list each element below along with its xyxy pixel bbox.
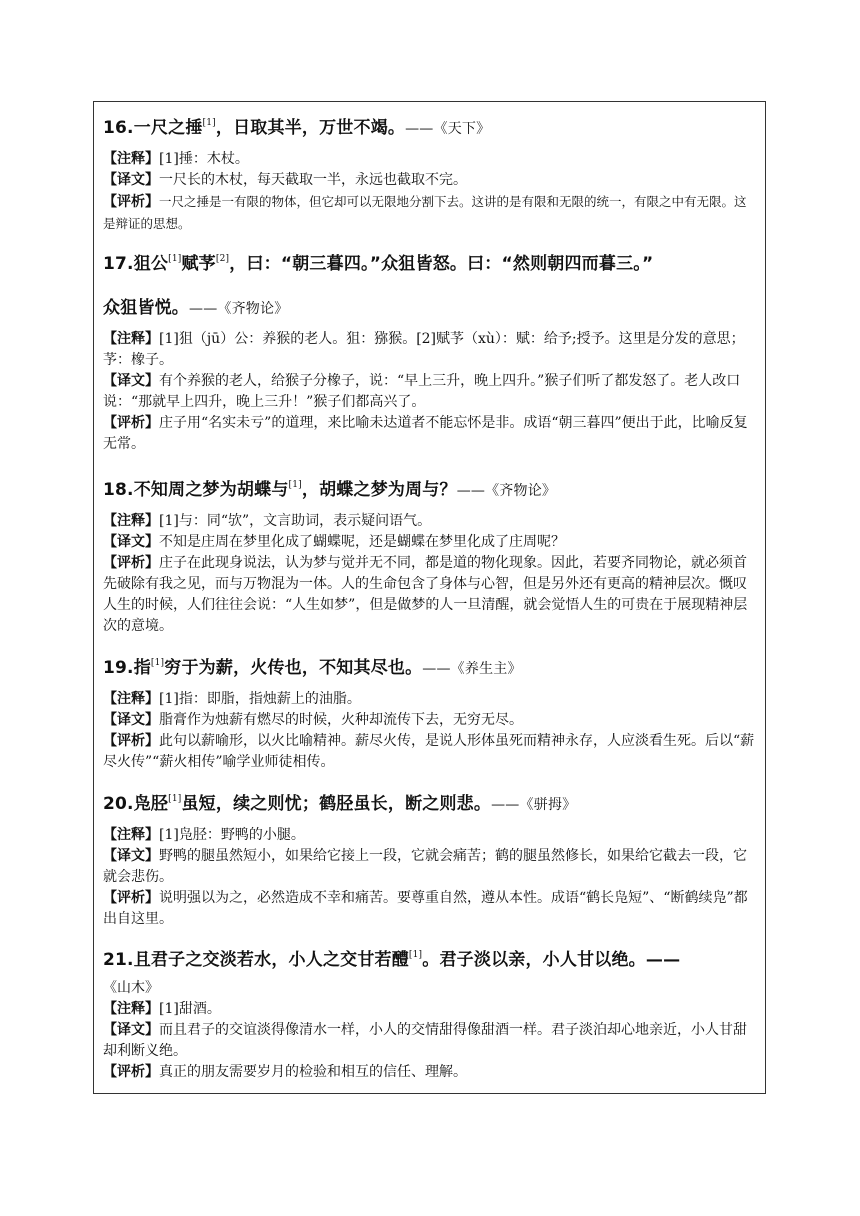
source-citation: 《山木》 [103,980,159,996]
heading-text: 赋芧 [181,254,216,274]
entry-heading [103,948,758,972]
translation-label: 【译文】 [103,534,159,550]
entry-number: 19. [103,658,134,678]
comment-label: 【评析】 [103,733,159,749]
comment-label: 【评析】 [103,890,159,906]
annotation-comment [103,413,758,455]
heading-text: 狙公 [133,254,169,274]
annotation-note [103,329,758,371]
annotation-comment [103,1062,758,1083]
entry-heading [103,252,758,276]
annotation-note [103,689,758,710]
annotation-comment [103,553,758,637]
entry-heading-cont [103,296,758,321]
heading-text: 指 [133,658,151,678]
annotation-comment [103,888,758,930]
heading-text: 虽短，续之则忧；鹤胫虽长，断之则悲。 [181,794,492,814]
annotation-translation [103,710,758,731]
heading-text: 穷于为薪，火传也，不知其尽也。 [164,658,423,678]
note-label: 【注释】 [103,691,159,707]
translation-text: 不知是庄周在梦里化成了蝴蝶呢，还是蝴蝶在梦里化成了庄周呢？ [159,534,565,550]
heading-text: 。君子淡以亲，小人甘以绝。—— [422,950,681,970]
heading-text: 众狙皆悦。 [103,298,189,318]
note-label: 【注释】 [103,331,159,347]
entry-21 [103,948,758,1083]
entry-18 [103,478,758,637]
annotation-comment [103,191,758,234]
translation-text: 有个养猴的老人，给猴子分橡子，说：“早上三升，晚上四升。”猴子们听了都发怒了。老人改口说：“那就早上四升，晚上三升！”猴子们都高兴了。 [103,373,741,410]
note-text: [1]凫胫：野鸭的小腿。 [159,827,305,843]
comment-text: 一尺之捶是一有限的物体，但它却可以无限地分割下去。这讲的是有限和无限的统一，有限之中有无限。这是辩证的思想。 [103,194,747,231]
translation-label: 【译文】 [103,373,159,389]
annotation-translation [103,1020,758,1062]
note-label: 【注释】 [103,513,159,529]
source-citation: ——《养生主》 [422,661,522,677]
translation-label: 【译文】 [103,172,159,188]
note-text: [1]甜酒。 [159,1001,221,1017]
comment-text: 此句以薪喻形，以火比喻精神。薪尽火传，是说人形体虽死而精神永存，人应淡看生死。后以“薪尽火传”“薪火相传”喻学业师徒相传。 [103,733,755,770]
note-text: [1]指：即脂，指烛薪上的油脂。 [159,691,361,707]
entry-16 [103,116,758,234]
annotation-note [103,999,758,1020]
heading-text: 且君子之交淡若水，小人之交甘若醴 [133,950,409,970]
footnote-ref: [1] [168,254,182,264]
note-label: 【注释】 [103,151,159,167]
heading-text: ，胡蝶之梦为周与？ [301,480,457,500]
comment-text: 真正的朋友需要岁月的检验和相互的信任、理解。 [159,1064,467,1080]
footnote-ref: [2] [215,254,230,264]
footnote-ref: [1] [168,794,182,804]
note-label: 【注释】 [103,1001,159,1017]
heading-text: 不知周之梦为胡蝶与 [133,480,289,500]
source-citation: ——《天下》 [405,121,491,137]
annotation-translation [103,371,758,413]
footnote-ref: [1] [202,118,216,128]
comment-label: 【评析】 [103,1064,159,1080]
entry-number: 18. [103,480,134,500]
comment-text: 庄子在此现身说法，认为梦与觉并无不同，都是道的物化现象。因此，若要齐同物论，就必须首先破除有我之见，而与万物混为一体。人的生命包含了身体与心智，但是另外还有更高的精神层次。慨叹人生的时候，人们往往会说：“人生如梦”，但是做梦的人一旦清醒，就会觉悟人生的可贵在于展现精神层次的意境。 [103,555,748,634]
source-citation: ——《骈拇》 [491,797,577,813]
entry-number: 17. [103,254,134,274]
footnote-ref: [1] [408,950,423,960]
annotation-translation [103,532,758,553]
entry-number: 21. [103,950,134,970]
entry-17 [103,252,758,455]
entry-20 [103,792,758,930]
note-text: [1]狙（jū）公：养猴的老人。狙：猕猴。[2]赋芧（xù）：赋：给予;授予。这里是分发的意思；芧：橡子。 [103,331,745,368]
entry-number: 20. [103,794,134,814]
translation-label: 【译文】 [103,848,159,864]
comment-text: 庄子用“名实未亏”的道理，来比喻未达道者不能忘怀是非。成语“朝三暮四”便出于此，比喻反复无常。 [103,415,748,452]
annotation-note [103,149,758,170]
entry-number: 16. [103,118,134,138]
heading-text: ，曰：“朝三暮四。”众狙皆怒。曰：“然则朝四而暮三。” [229,254,654,274]
entry-heading [103,478,758,503]
annotation-translation [103,170,758,191]
translation-text: 而且君子的交谊淡得像清水一样，小人的交情甜得像甜酒一样。君子淡泊却心地亲近，小人甘甜却利断义绝。 [103,1022,747,1059]
translation-text: 一尺长的木杖，每天截取一半，永远也截取不完。 [159,172,467,188]
comment-label: 【评析】 [103,415,159,431]
entry-heading [103,792,758,817]
heading-text: ，日取其半，万世不竭。 [215,118,406,138]
footnote-ref: [1] [150,658,165,668]
annotation-translation [103,846,758,888]
translation-label: 【译文】 [103,712,159,728]
note-text: [1]与：同“欤”，文言助词，表示疑问语气。 [159,513,432,529]
comment-text: 说明强以为之，必然造成不幸和痛苦。要尊重自然，遵从本性。成语“鹤长凫短”、“断鹤续凫”都出自这里。 [103,890,748,927]
translation-text: 脂膏作为烛薪有燃尽的时候，火种却流传下去，无穷无尽。 [159,712,523,728]
content-box [93,101,766,1094]
source-citation: ——《齐物论》 [456,483,557,499]
note-text: [1]捶：木杖。 [159,151,249,167]
source-citation: ——《齐物论》 [189,301,289,317]
heading-text: 一尺之捶 [133,118,203,138]
entry-heading [103,656,758,681]
footnote-ref: [1] [288,480,302,490]
annotation-note [103,825,758,846]
translation-label: 【译文】 [103,1022,159,1038]
translation-text: 野鸭的腿虽然短小，如果给它接上一段，它就会痛苦；鹤的腿虽然修长，如果给它截去一段，它就会悲伤。 [103,848,747,885]
annotation-comment [103,731,758,773]
comment-label: 【评析】 [103,194,159,210]
comment-label: 【评析】 [103,555,159,571]
heading-text: 凫胫 [133,794,169,814]
note-label: 【注释】 [103,827,159,843]
entry-19 [103,656,758,773]
entry-heading [103,116,758,141]
annotation-note [103,511,758,532]
